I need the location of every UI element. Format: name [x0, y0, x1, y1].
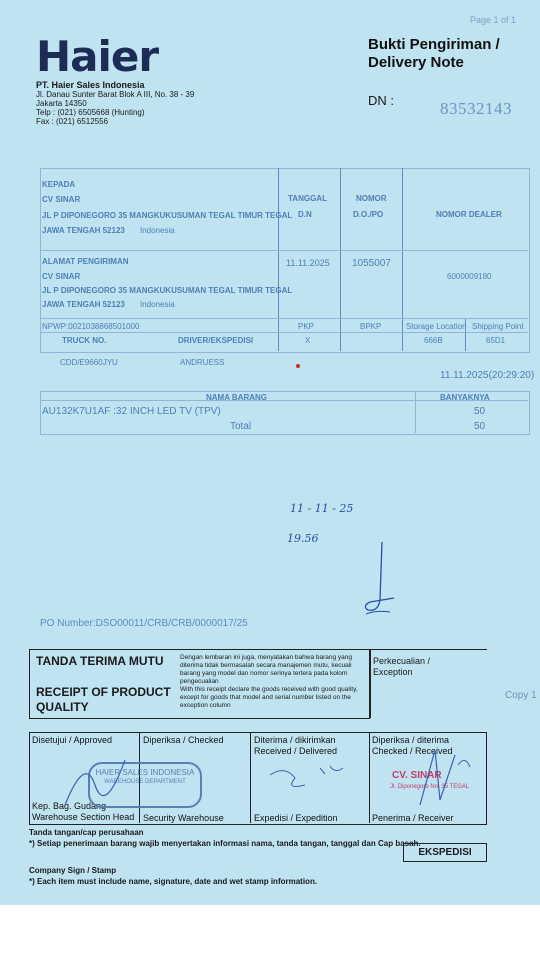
receipt-text-en: With this receipt declare the goods received with good quality, except for goods that model and serial number listed on the exception column — [180, 686, 358, 709]
cv-stamp-text: CV. SINAR — [392, 770, 442, 781]
footer-note2: *) Each item must include name, signature, date and wet stamp information. — [29, 877, 318, 886]
receipt-title-en: RECEIPT OF PRODUCT QUALITY — [36, 685, 171, 714]
receiver-signature — [410, 745, 480, 815]
footer-note2-title: Company Sign / Stamp — [29, 866, 117, 875]
truck-number: CDD/E9660JYU — [60, 358, 118, 367]
item-name: AU132K7U1AF :32 INCH LED TV (TPV) — [42, 406, 221, 417]
kepada-address-1: JL P DIPONEGORO 35 MANGKUKUSUMAN TEGAL TIMUR TEGAL — [42, 211, 293, 220]
alamat-name: CV SINAR — [42, 272, 81, 281]
dn-number: 83532143 — [440, 99, 512, 118]
receipt-text-id: Dengan lembaran ini juga, menyatakan bahwa barang yang diterima tidak bermasalah secara manajemen mutu, kecuali barang yang model dan nomor serinya tertera pada kolom pengecualian — [180, 654, 353, 685]
doc-title-line2: Delivery Note — [368, 54, 464, 71]
doc-title-line1: Bukti Pengiriman / — [368, 36, 500, 53]
col-banyaknya: BANYAKNYA — [440, 393, 490, 402]
ekspedisi-label: EKSPEDISI — [403, 843, 487, 862]
total-value: 50 — [474, 421, 486, 432]
sig-approved-label: Disetujui / Approved — [32, 735, 113, 745]
bpkp-label: BPKP — [360, 322, 382, 331]
sig-security-warehouse: Security Warehouse — [143, 813, 224, 823]
footer-note1: *) Setiap penerimaan barang wajib menyertakan informasi nama, tanda tangan, tanggal dan Cap basah. — [29, 839, 421, 848]
pkp-value: X — [305, 336, 311, 345]
company-fax: Fax : (021) 6512556 — [36, 117, 109, 126]
dealer-number: 6000009180 — [447, 272, 492, 281]
nomor-label: NOMOR — [356, 194, 387, 203]
haier-stamp-text: HAIER SALES INDONESIA — [95, 768, 195, 777]
company-address-2: Jakarta 14350 — [36, 99, 87, 108]
alamat-label: ALAMAT PENGIRIMAN — [42, 257, 129, 266]
do-number: 1055007 — [352, 258, 391, 269]
handwritten-date: 11 - 11 - 25 — [290, 502, 354, 515]
dealer-label: NOMOR DEALER — [436, 210, 502, 219]
sig-checked-label: Diperiksa / Checked — [143, 735, 224, 745]
kepada-name: CV SINAR — [42, 195, 81, 204]
copy-label: Copy 1 — [505, 690, 537, 701]
dn-date: 11.11.2025 — [286, 258, 330, 268]
expedition-signature — [265, 760, 355, 800]
kepada-label: KEPADA — [42, 180, 76, 189]
storage-label: Storage Location — [406, 322, 467, 331]
approver-signature — [55, 745, 135, 815]
shipping-value: 65D1 — [486, 336, 506, 345]
alamat-address-2: JAWA TENGAH 52123 — [42, 300, 125, 309]
po-number: PO Number:DSO00011/CRB/CRB/0000017/25 — [40, 618, 248, 629]
haier-logo: Haier — [36, 32, 159, 81]
haier-stamp-sub: WAREHOUSE DEPARTMENT — [104, 779, 186, 785]
kepada-address-2: JAWA TENGAH 52123 — [42, 226, 125, 235]
truck-label: TRUCK NO. — [62, 336, 107, 345]
company-name: PT. Haier Sales Indonesia — [36, 80, 145, 90]
kepada-country: Indonesia — [140, 226, 175, 235]
sig-receiver: Penerima / Receiver — [372, 813, 454, 823]
red-dot — [296, 364, 300, 368]
tanggal-sub: D.N — [298, 210, 312, 219]
dn-label: DN : — [368, 93, 394, 108]
exception-label: Perkecualian / Exception — [373, 656, 431, 677]
npwp: NPWP:0021038868501000 — [42, 322, 140, 331]
print-timestamp: 11.11.2025(20:29:20) — [440, 370, 535, 381]
pkp-label: PKP — [298, 322, 315, 331]
sig-expedition: Expedisi / Expedition — [254, 813, 338, 823]
footer-note1-title: Tanda tangan/cap perusahaan — [29, 828, 144, 837]
handwritten-signature — [360, 540, 400, 620]
nomor-sub: D.O./PO — [353, 210, 384, 219]
alamat-country: Indonesia — [140, 300, 175, 309]
col-nama-barang: NAMA BARANG — [206, 393, 268, 402]
total-label: Total — [230, 421, 252, 432]
tanggal-label: TANGGAL — [288, 194, 327, 203]
driver-name: ANDRUESS — [180, 358, 225, 367]
shipping-label: Shipping Point — [472, 322, 524, 331]
alamat-address-1: JL P DIPONEGORO 35 MANGKUKUSUMAN TEGAL TIMUR TEGAL — [42, 286, 293, 295]
storage-value: 666B — [424, 336, 443, 345]
driver-label: DRIVER/EKSPEDISI — [178, 336, 254, 345]
sig-received-delivered-label: Diterima / dikirimkan Received / Delivered — [254, 735, 338, 756]
company-telp: Telp : (021) 6505668 (Hunting) — [36, 108, 145, 117]
sig-checked-received-label: Diperiksa / diterima Checked / Received — [372, 735, 453, 756]
item-qty: 50 — [474, 406, 486, 417]
company-address-1: Jl. Danau Sunter Barat Blok A III, No. 38 - 39 — [36, 90, 195, 99]
sig-warehouse-head: Kep. Bag. Gudang Warehouse Section Head — [32, 801, 135, 822]
page-indicator: Page 1 of 1 — [470, 15, 517, 25]
cv-stamp-sub: Jl. Diponegoro No. 35 TEGAL — [390, 784, 470, 790]
receipt-title-id: TANDA TERIMA MUTU — [36, 654, 164, 668]
handwritten-time: 19.56 — [287, 532, 319, 545]
